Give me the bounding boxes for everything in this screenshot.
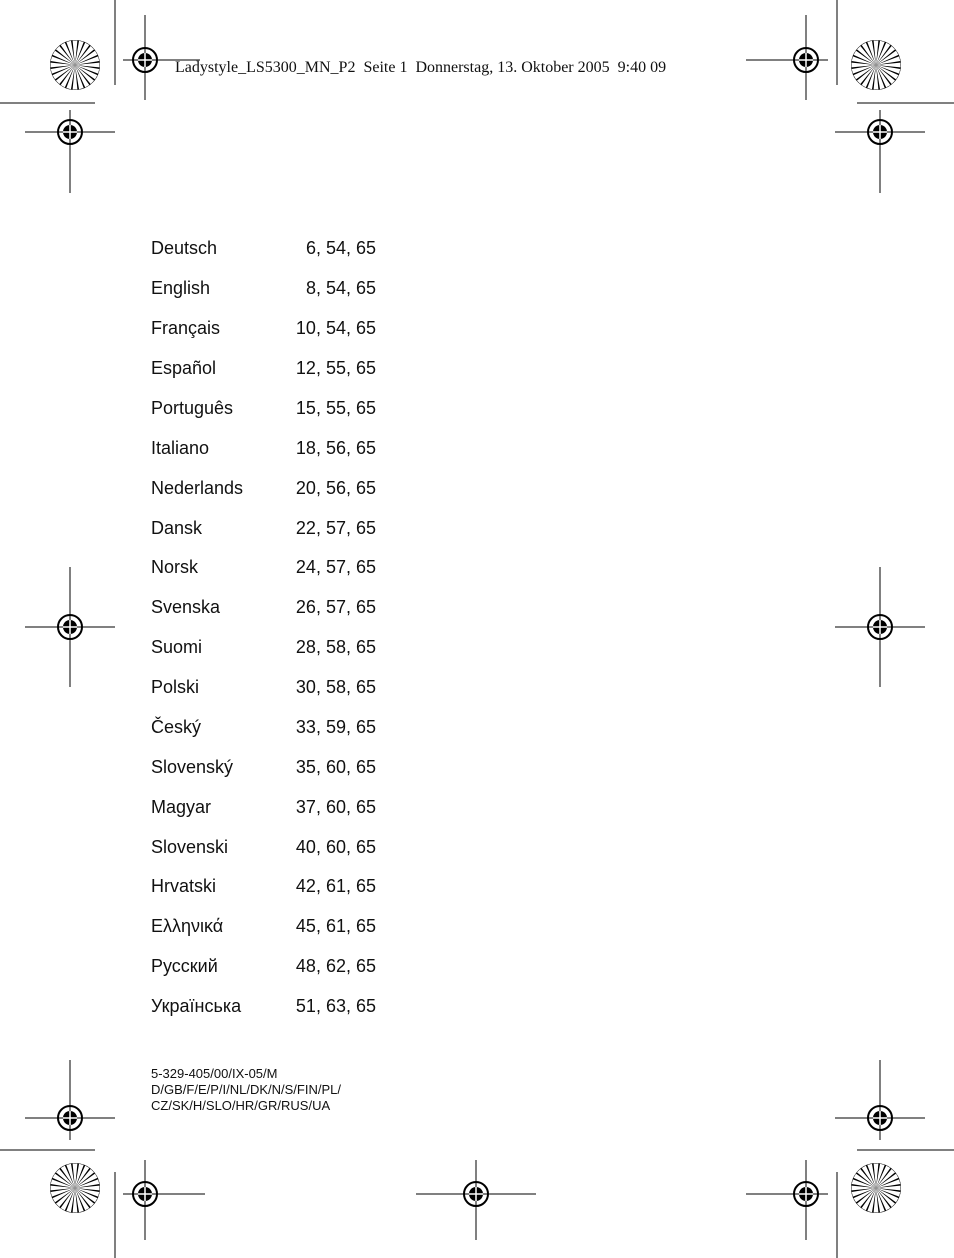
toc-row xyxy=(151,797,376,821)
toc-pages: 42, 61, 65 xyxy=(295,876,376,896)
toc-pages: 51, 63, 65 xyxy=(295,996,376,1016)
toc-pages: 28, 58, 65 xyxy=(295,637,376,657)
star-target-icon xyxy=(50,40,100,90)
toc-row xyxy=(151,757,376,781)
registration-mark-icon xyxy=(48,605,92,649)
toc-pages: 15, 55, 65 xyxy=(295,398,376,418)
toc-row xyxy=(151,996,376,1020)
toc-row xyxy=(151,677,376,701)
footer-countries-line: D/GB/F/E/P/I/NL/DK/N/S/FIN/PL/ xyxy=(151,1082,341,1097)
toc-pages: 22, 57, 65 xyxy=(295,518,376,538)
toc-language: Polski xyxy=(151,677,200,697)
toc-pages: 10, 54, 65 xyxy=(295,318,376,338)
toc-language: Français xyxy=(151,318,221,338)
toc-language: Español xyxy=(151,358,217,378)
registration-mark-icon xyxy=(48,110,92,154)
toc-pages: 6, 54, 65 xyxy=(305,238,376,258)
toc-pages: 8, 54, 65 xyxy=(305,278,376,298)
footer-code-line: 5-329-405/00/IX-05/M xyxy=(151,1066,278,1081)
toc-language: Suomi xyxy=(151,637,203,657)
toc-row xyxy=(151,956,376,980)
toc-row xyxy=(151,398,376,422)
toc-row xyxy=(151,318,376,342)
toc-language: Slovenský xyxy=(151,757,234,777)
document-code-footer xyxy=(151,1066,341,1114)
toc-pages: 18, 56, 65 xyxy=(295,438,376,458)
toc-pages: 33, 59, 65 xyxy=(295,717,376,737)
toc-language: Português xyxy=(151,398,234,418)
star-target-icon xyxy=(851,1163,901,1213)
toc-row xyxy=(151,557,376,581)
toc-row xyxy=(151,597,376,621)
toc-pages: 26, 57, 65 xyxy=(295,597,376,617)
toc-language: Svenska xyxy=(151,597,221,617)
toc-pages: 20, 56, 65 xyxy=(295,478,376,498)
toc-row xyxy=(151,518,376,542)
toc-language: English xyxy=(151,278,211,298)
registration-mark-icon xyxy=(123,38,167,82)
toc-language: Nederlands xyxy=(151,478,244,498)
registration-mark-icon xyxy=(48,1096,92,1140)
toc-pages: 12, 55, 65 xyxy=(295,358,376,378)
toc-language: Norsk xyxy=(151,557,199,577)
toc-row xyxy=(151,717,376,741)
star-target-icon xyxy=(851,40,901,90)
toc-language: Magyar xyxy=(151,797,212,817)
toc-row xyxy=(151,278,376,302)
toc-row xyxy=(151,916,376,940)
toc-pages: 37, 60, 65 xyxy=(295,797,376,817)
toc-language: Hrvatski xyxy=(151,876,217,896)
toc-language: Český xyxy=(151,717,202,737)
toc-language: Русский xyxy=(151,956,218,976)
toc-row xyxy=(151,478,376,502)
toc-pages: 24, 57, 65 xyxy=(295,557,376,577)
registration-mark-icon xyxy=(454,1172,498,1216)
registration-mark-icon xyxy=(784,38,828,82)
toc-pages: 48, 62, 65 xyxy=(295,956,376,976)
toc-row xyxy=(151,438,376,462)
toc-pages: 30, 58, 65 xyxy=(295,677,376,697)
star-target-icon xyxy=(50,1163,100,1213)
toc-pages: 45, 61, 65 xyxy=(295,916,376,936)
registration-mark-icon xyxy=(784,1172,828,1216)
registration-mark-icon xyxy=(123,1172,167,1216)
toc-pages: 40, 60, 65 xyxy=(295,837,376,857)
toc-row xyxy=(151,637,376,661)
toc-row xyxy=(151,238,376,262)
toc-language: Slovenski xyxy=(151,837,229,857)
print-slug-header: Ladystyle_LS5300_MN_P2 Seite 1 Donnerstag, 13. Oktober 2005 9:40 09 xyxy=(175,59,667,76)
toc-row xyxy=(151,837,376,861)
registration-mark-icon xyxy=(858,1096,902,1140)
toc-language: Українська xyxy=(151,996,242,1016)
toc-language: Italiano xyxy=(151,438,210,458)
registration-mark-icon xyxy=(858,110,902,154)
registration-mark-icon xyxy=(858,605,902,649)
footer-countries-line: CZ/SK/H/SLO/HR/GR/RUS/UA xyxy=(151,1098,331,1113)
toc-language: Dansk xyxy=(151,518,203,538)
toc-row xyxy=(151,358,376,382)
toc-language: Ελληνικά xyxy=(151,916,224,936)
toc-pages: 35, 60, 65 xyxy=(295,757,376,777)
toc-language: Deutsch xyxy=(151,238,218,258)
toc-row xyxy=(151,876,376,900)
